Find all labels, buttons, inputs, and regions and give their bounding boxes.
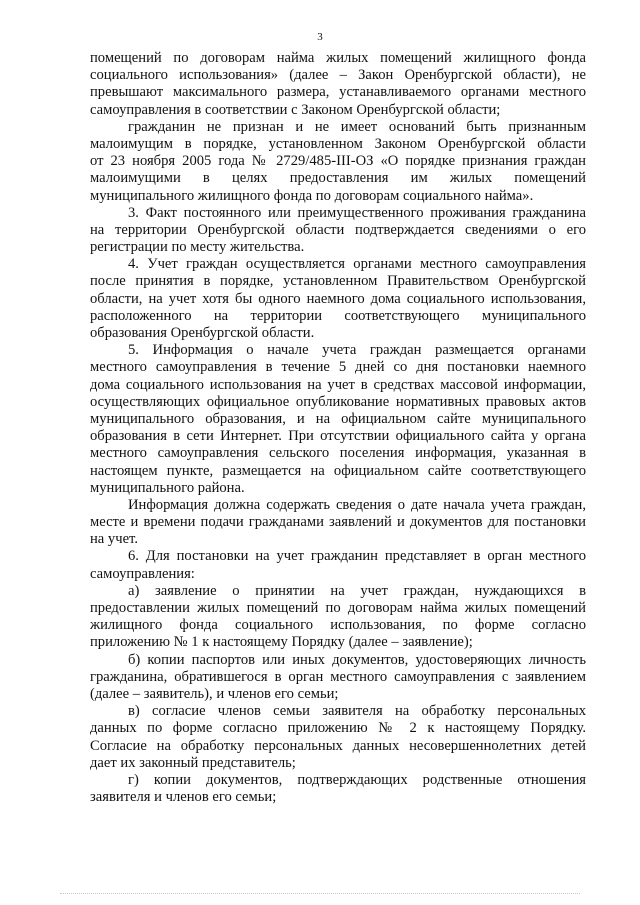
text-line: образования Оренбургской области. xyxy=(90,325,315,341)
text-line: 5. Информация о начале учета граждан размещается органами xyxy=(128,342,586,359)
text-line: 4. Учет граждан осуществляется органами местного самоуправления xyxy=(128,256,586,273)
text-line: а) заявление о принятии на учет граждан, нуждающихся в xyxy=(128,582,586,599)
text-line: муниципального образования, и на официальном сайте муниципального xyxy=(90,410,586,427)
document-body xyxy=(90,50,586,806)
text-line: местного самоуправления сельского поселения информация, указанная в xyxy=(90,445,586,462)
text-line: в) согласие членов семьи заявителя на обработку персональных xyxy=(128,703,586,720)
text-line: дома социального использования на учет в средствах массовой информации, xyxy=(90,376,586,393)
text-line: 3. Факт постоянного или преимущественного проживания гражданина xyxy=(128,204,586,221)
text-line: предоставлении жилых помещений по договорам найма жилых помещений xyxy=(90,600,586,616)
text-line: жилищного фонда социального использования, по форме согласно xyxy=(90,617,586,634)
text-line: гражданин не признан и не имеет оснований быть признанным xyxy=(128,118,586,135)
text-line: самоуправления в соответствии с Законом Оренбургской области; xyxy=(90,101,501,118)
text-line: муниципального жилищного фонда по договорам социального найма». xyxy=(90,187,534,204)
text-line: Информация должна содержать сведения о дате начала учета граждан, xyxy=(128,496,586,513)
text-line: гражданина, обратившегося в орган местного самоуправления с заявлением xyxy=(90,668,586,685)
scan-edge-artifact xyxy=(60,893,580,895)
text-line: регистрации по месту жительства. xyxy=(90,239,305,256)
text-line: месте и времени подачи гражданами заявлений и документов для постановки xyxy=(90,514,586,531)
text-line: дает их законный представитель; xyxy=(90,754,296,771)
text-line: помещений по договорам найма жилых помещений жилищного фонда xyxy=(90,50,586,66)
text-line: (далее – заявитель), и членов его семьи; xyxy=(90,685,339,702)
text-line: приложению № 1 к настоящему Порядку (далее – заявление); xyxy=(90,634,473,651)
text-line: муниципального района. xyxy=(90,479,245,496)
text-line: заявителя и членов его семьи; xyxy=(90,789,277,806)
text-line: малоимущими в целях предоставления им жилых помещений xyxy=(90,170,586,187)
text-line: 6. Для постановки на учет гражданин представляет в орган местного xyxy=(128,548,586,565)
text-line: расположенного на территории соответствующего муниципального xyxy=(90,307,586,324)
text-line: осуществляющих официальное опубликование нормативных правовых актов xyxy=(90,393,586,410)
text-line: на территории Оренбургской области подтверждается сведениями о его xyxy=(90,221,586,238)
text-line: местного самоуправления в течение 5 дней со дня постановки наемного xyxy=(90,359,586,376)
text-line: после принятия в порядке, установленном Правительством Оренбургской xyxy=(90,273,586,290)
text-line: самоуправления: xyxy=(90,565,195,582)
text-line: превышают максимального размера, устанавливаемого органами местного xyxy=(90,84,586,101)
text-line: г) копии документов, подтверждающих родственные отношения xyxy=(128,771,586,788)
page-number: 3 xyxy=(317,31,323,43)
text-line: на учет. xyxy=(90,531,138,548)
text-line: б) копии паспортов или иных документов, удостоверяющих личность xyxy=(128,651,586,668)
text-line: образования в сети Интернет. При отсутствии официального сайта у органа xyxy=(90,428,586,445)
text-line: Согласие на обработку персональных данных несовершеннолетних детей xyxy=(90,737,586,754)
text-line: малоимущим в порядке, установленном Законом Оренбургской области xyxy=(90,135,586,152)
text-line: от 23 ноября 2005 года № 2729/485-III-ОЗ «О порядке признания граждан xyxy=(90,153,586,170)
text-line: социального использования» (далее – Закон Оренбургской области), не xyxy=(90,67,586,84)
text-line: настоящем пункте, размещается на официальном сайте соответствующего xyxy=(90,462,586,479)
text-line: области, на учет хотя бы одного наемного дома социального использования, xyxy=(90,290,586,307)
text-line: данных по форме согласно приложению № 2 к настоящему Порядку. xyxy=(90,720,586,737)
